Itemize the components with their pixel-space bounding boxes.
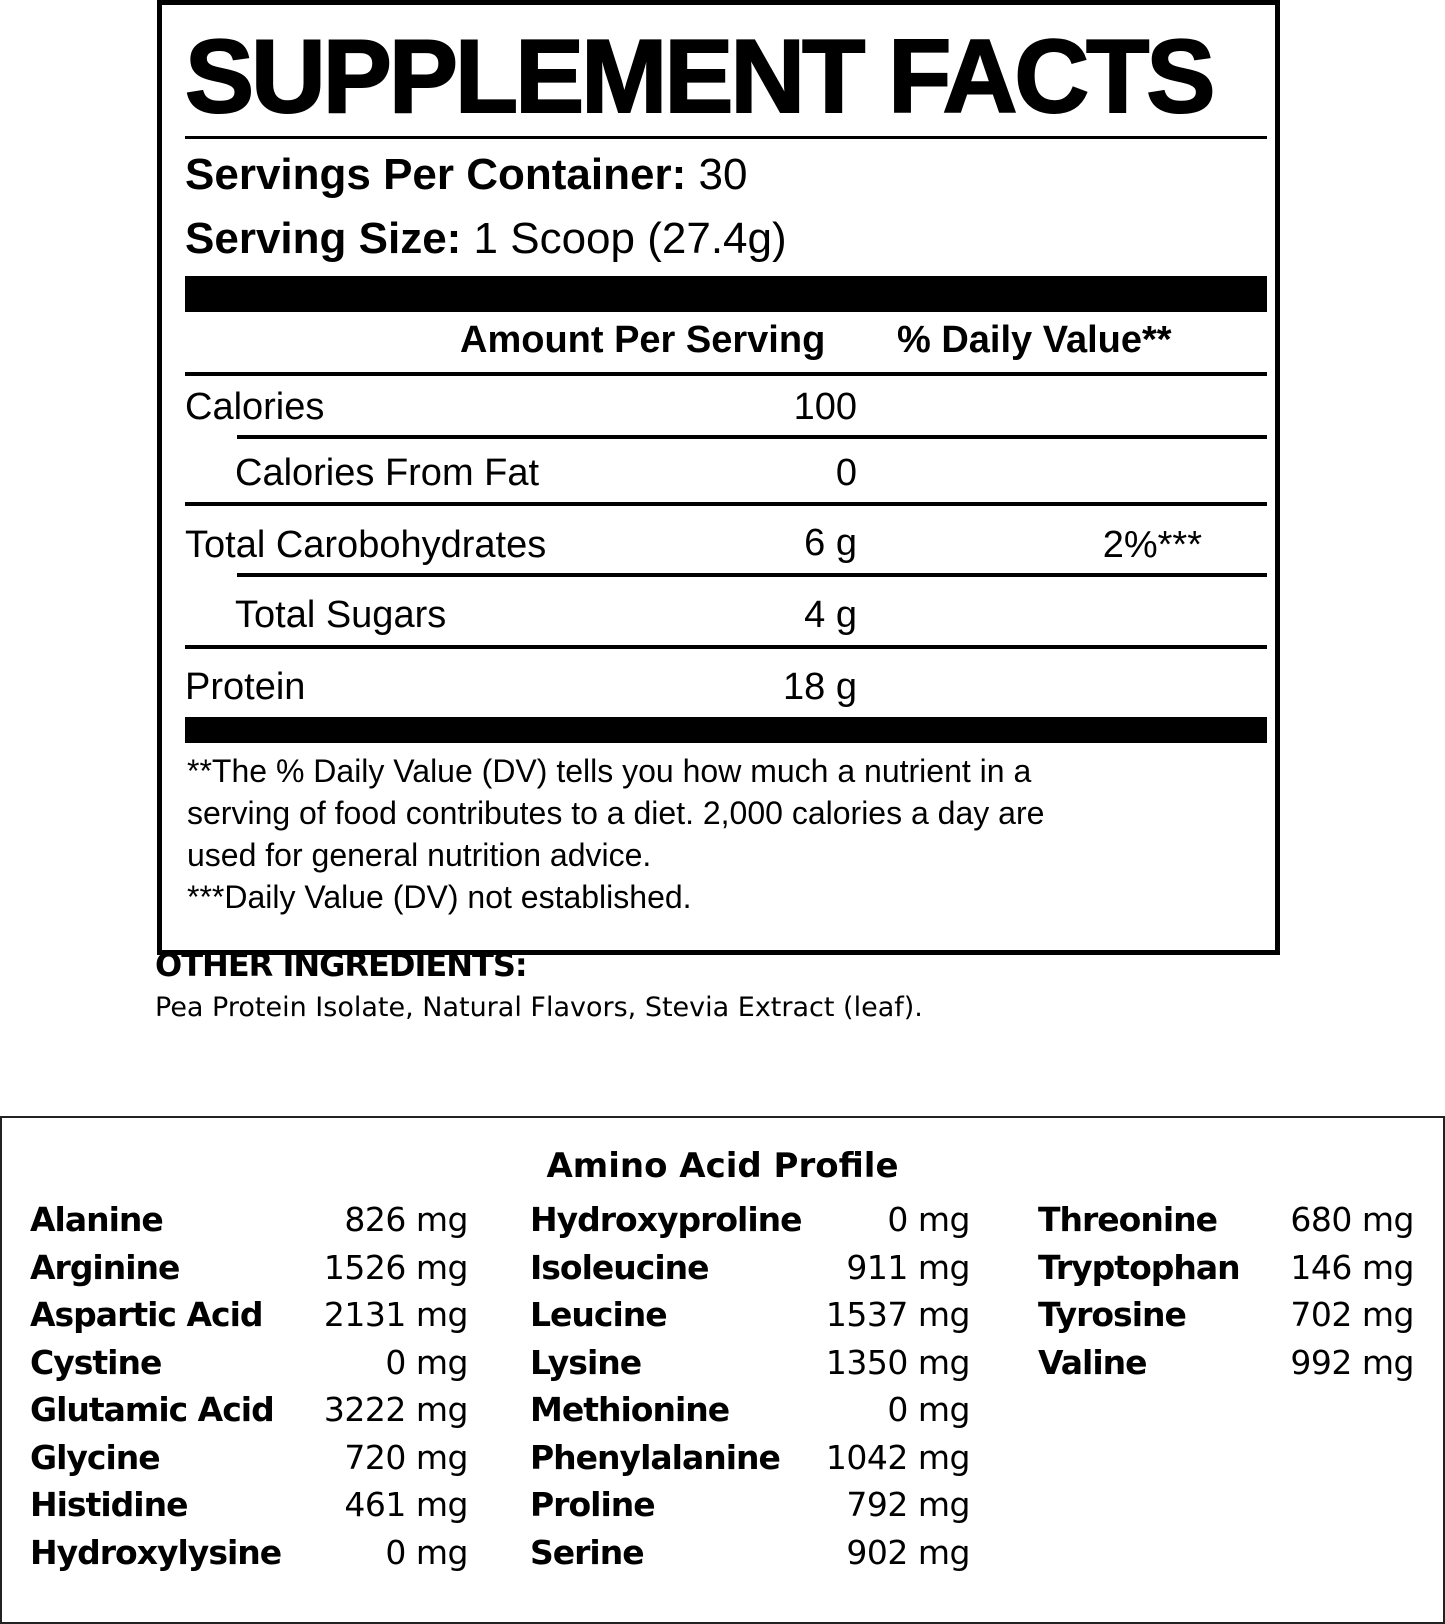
amino-value: 3222 mg <box>323 1390 468 1429</box>
amino-name: Valine <box>1038 1342 1147 1382</box>
footnote-line: ***Daily Value (DV) not established. <box>187 879 692 915</box>
supplement-facts-panel <box>157 0 1280 955</box>
amino-name: Hydroxylysine <box>30 1532 282 1572</box>
nutrient-label-calories: Calories <box>185 386 325 428</box>
amino-acid-profile-panel <box>0 1116 1445 1624</box>
nutrient-amount-protein: 18 g <box>783 666 857 708</box>
amino-name: Arginine <box>30 1247 180 1287</box>
daily-value-header: % Daily Value** <box>897 319 1172 361</box>
amino-row <box>530 1248 970 1296</box>
amino-row <box>530 1200 970 1248</box>
nutrient-dv-total-carbohydrates: 2%*** <box>1102 524 1202 566</box>
divider <box>185 372 1267 376</box>
amino-name: Tryptophan <box>1038 1247 1240 1287</box>
nutrient-amount-total-sugars: 4 g <box>804 594 857 636</box>
serving-size <box>185 214 787 263</box>
servings-per-container-value: 30 <box>698 150 748 199</box>
amino-value: 992 mg <box>1290 1342 1414 1382</box>
amino-name: Cystine <box>30 1342 162 1382</box>
amino-name: Threonine <box>1038 1200 1218 1239</box>
amino-row <box>530 1533 970 1581</box>
amino-row <box>30 1438 468 1486</box>
thick-divider <box>185 717 1267 743</box>
nutrient-label-calories-from-fat: Calories From Fat <box>235 452 540 494</box>
divider <box>185 502 1267 506</box>
amino-row <box>1038 1200 1414 1248</box>
amino-name: Hydroxyproline <box>530 1200 802 1239</box>
amino-row <box>30 1390 468 1438</box>
amino-row <box>530 1438 970 1486</box>
amino-value: 0 mg <box>887 1200 970 1239</box>
amino-name: Methionine <box>530 1390 730 1429</box>
nutrient-amount-calories-from-fat: 0 <box>835 452 857 494</box>
amino-name: Alanine <box>30 1200 163 1239</box>
nutrient-label-total-sugars: Total Sugars <box>235 594 447 636</box>
nutrient-amount-calories: 100 <box>793 386 857 428</box>
amino-name: Serine <box>530 1532 644 1572</box>
amino-row <box>530 1390 970 1438</box>
amino-name: Leucine <box>530 1295 667 1334</box>
amount-per-serving-header: Amount Per Serving <box>460 319 826 361</box>
amino-value: 1537 mg <box>825 1295 970 1334</box>
nutrient-label-total-carbohydrates: Total Carobohydrates <box>185 524 547 566</box>
amino-name: Phenylalanine <box>530 1437 780 1477</box>
other-ingredients-text: Pea Protein Isolate, Natural Flavors, Stevia Extract (leaf). <box>155 992 923 1023</box>
servings-per-container <box>185 150 748 199</box>
amino-name: Lysine <box>530 1342 642 1382</box>
footnote-line: serving of food contributes to a diet. 2,000 calories a day are <box>187 795 1045 831</box>
amino-value: 1350 mg <box>825 1342 970 1382</box>
amino-value: 146 mg <box>1290 1247 1414 1287</box>
divider <box>185 136 1267 139</box>
amino-name: Glycine <box>30 1437 160 1477</box>
amino-value: 911 mg <box>846 1247 970 1287</box>
amino-name: Isoleucine <box>530 1247 709 1287</box>
serving-size-value: 1 Scoop (27.4g) <box>473 214 787 263</box>
amino-value: 680 mg <box>1290 1200 1414 1239</box>
amino-column-1 <box>30 1200 468 1580</box>
footnotes <box>187 750 1257 918</box>
panel-title: SUPPLEMENT FACTS <box>185 19 1213 135</box>
amino-row <box>530 1485 970 1533</box>
amino-name: Proline <box>530 1485 655 1524</box>
amino-row <box>1038 1248 1414 1296</box>
amino-value: 902 mg <box>846 1532 970 1572</box>
amino-value: 1526 mg <box>323 1247 468 1287</box>
amino-row <box>30 1485 468 1533</box>
amino-value: 0 mg <box>385 1532 468 1572</box>
amino-row <box>30 1343 468 1391</box>
amino-name: Histidine <box>30 1485 188 1524</box>
nutrient-amount-total-carbohydrates: 6 g <box>804 522 857 564</box>
divider <box>237 573 1267 577</box>
amino-value: 826 mg <box>344 1200 468 1239</box>
amino-row <box>1038 1295 1414 1343</box>
amino-row <box>30 1295 468 1343</box>
divider <box>185 645 1267 649</box>
amino-row <box>530 1295 970 1343</box>
amino-value: 0 mg <box>887 1390 970 1429</box>
amino-row <box>30 1533 468 1581</box>
amino-value: 702 mg <box>1290 1295 1414 1334</box>
amino-name: Glutamic Acid <box>30 1390 274 1429</box>
amino-value: 2131 mg <box>323 1295 468 1334</box>
amino-value: 792 mg <box>846 1485 970 1524</box>
amino-row <box>30 1248 468 1296</box>
nutrient-label-protein: Protein <box>185 666 306 708</box>
divider <box>237 435 1267 439</box>
servings-per-container-label: Servings Per Container: <box>185 150 687 199</box>
amino-name: Tyrosine <box>1038 1295 1186 1334</box>
amino-value: 1042 mg <box>825 1437 970 1477</box>
amino-row <box>1038 1343 1414 1391</box>
amino-value: 720 mg <box>344 1437 468 1477</box>
amino-value: 0 mg <box>385 1342 468 1382</box>
amino-row <box>530 1343 970 1391</box>
footnote-line: **The % Daily Value (DV) tells you how much a nutrient in a <box>187 753 1032 789</box>
footnote-line: used for general nutrition advice. <box>187 837 652 873</box>
serving-size-label: Serving Size: <box>185 214 462 263</box>
amino-row <box>30 1200 468 1248</box>
amino-name: Aspartic Acid <box>30 1295 263 1334</box>
amino-column-2 <box>530 1200 970 1580</box>
amino-column-3 <box>1038 1200 1414 1390</box>
thick-divider <box>185 276 1267 312</box>
amino-acid-profile-title: Amino Acid Profile <box>546 1146 899 1186</box>
other-ingredients-heading: OTHER INGREDIENTS: <box>155 946 527 984</box>
amino-value: 461 mg <box>344 1485 468 1524</box>
